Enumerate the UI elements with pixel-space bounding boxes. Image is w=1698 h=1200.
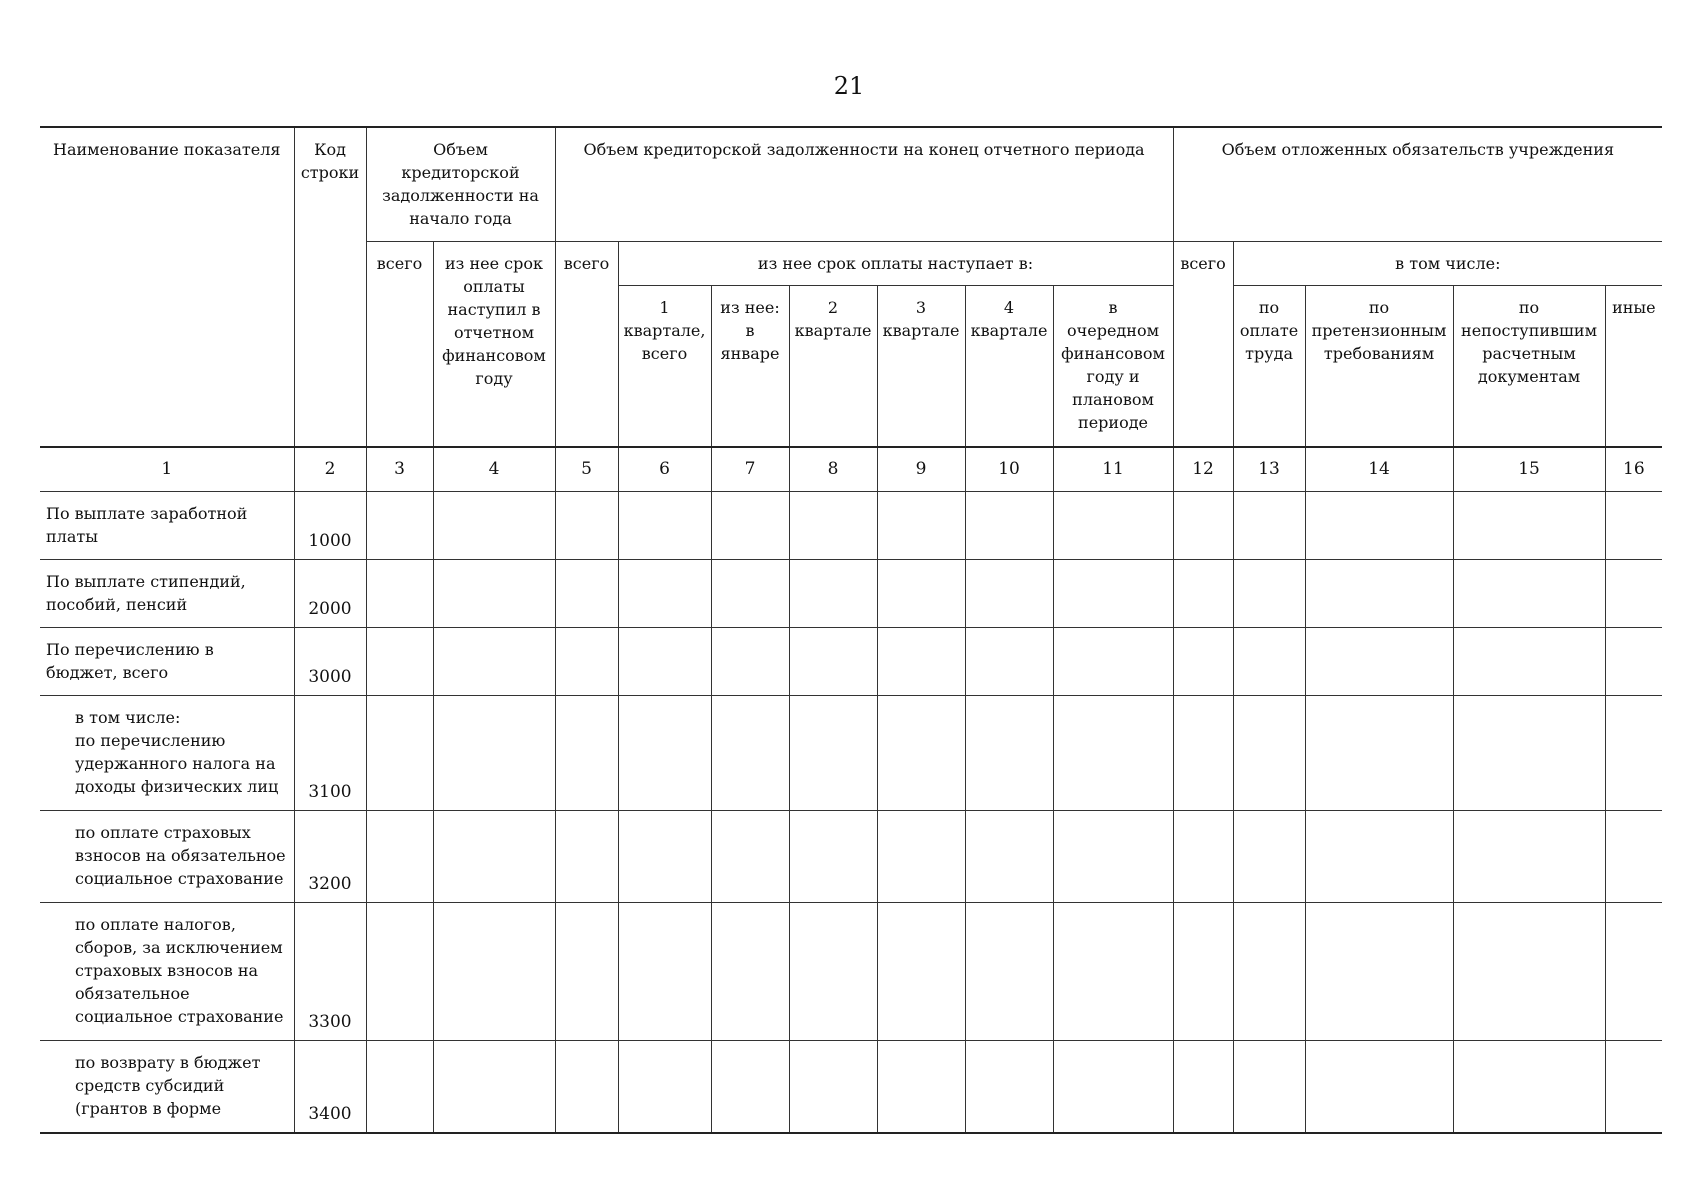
column-number: 12	[1173, 447, 1233, 492]
header-q1-january: из нее: в январе	[711, 285, 789, 447]
header-start-due: из нее срок оплаты наступил в отчетном финансовом году	[433, 241, 555, 447]
data-cell	[789, 811, 877, 903]
data-cell	[1173, 492, 1233, 560]
row-code: 3000	[294, 628, 366, 696]
column-numbers-row	[40, 447, 1662, 492]
data-cell	[1233, 811, 1305, 903]
data-cell	[1233, 1041, 1305, 1133]
header-q2: 2 квартале	[789, 285, 877, 447]
data-cell	[1233, 560, 1305, 628]
data-cell	[555, 1041, 618, 1133]
data-cell	[1173, 696, 1233, 811]
data-cell	[789, 492, 877, 560]
creditor-debt-table	[40, 126, 1662, 1134]
data-cell	[1453, 492, 1605, 560]
data-cell	[877, 628, 965, 696]
data-cell	[1453, 560, 1605, 628]
column-number: 6	[618, 447, 711, 492]
data-cell	[1053, 1041, 1173, 1133]
row-code: 3300	[294, 903, 366, 1041]
data-cell	[1305, 811, 1453, 903]
data-cell	[711, 696, 789, 811]
row-code: 2000	[294, 560, 366, 628]
row-code: 3400	[294, 1041, 366, 1133]
data-cell	[618, 1041, 711, 1133]
data-cell	[1305, 696, 1453, 811]
data-cell	[1605, 560, 1662, 628]
data-cell	[877, 903, 965, 1041]
data-cell	[711, 492, 789, 560]
column-number: 4	[433, 447, 555, 492]
header-row-code: Код строки	[294, 127, 366, 447]
data-cell	[1305, 903, 1453, 1041]
data-cell	[1173, 903, 1233, 1041]
header-labor: по оплате труда	[1233, 285, 1305, 447]
data-cell	[555, 811, 618, 903]
data-cell	[618, 903, 711, 1041]
data-cell	[965, 696, 1053, 811]
data-cell	[1233, 696, 1305, 811]
data-cell	[366, 811, 433, 903]
data-cell	[618, 628, 711, 696]
data-cell	[789, 628, 877, 696]
header-start-total: всего	[366, 241, 433, 447]
data-cell	[877, 560, 965, 628]
data-cell	[618, 560, 711, 628]
data-cell	[1605, 811, 1662, 903]
data-cell	[965, 1041, 1053, 1133]
header-other: иные	[1605, 285, 1662, 447]
data-cell	[1173, 560, 1233, 628]
row-code: 3200	[294, 811, 366, 903]
data-cell	[877, 696, 965, 811]
column-number: 2	[294, 447, 366, 492]
data-cell	[1173, 1041, 1233, 1133]
data-cell	[366, 628, 433, 696]
data-cell	[366, 492, 433, 560]
header-q1-total: 1 квартале, всего	[618, 285, 711, 447]
header-documents: по непоступившим расчетным документам	[1453, 285, 1605, 447]
data-cell	[1053, 696, 1173, 811]
table-row	[40, 696, 1662, 811]
data-cell	[1453, 628, 1605, 696]
data-cell	[433, 628, 555, 696]
header-deferred: Объем отложенных обязательств учреждения	[1173, 127, 1662, 241]
column-number: 1	[40, 447, 294, 492]
column-number: 14	[1305, 447, 1453, 492]
data-cell	[789, 1041, 877, 1133]
table-row	[40, 492, 1662, 560]
table-row	[40, 560, 1662, 628]
data-cell	[1453, 903, 1605, 1041]
data-cell	[877, 492, 965, 560]
data-cell	[618, 811, 711, 903]
data-cell	[618, 696, 711, 811]
header-q4: 4 квартале	[965, 285, 1053, 447]
data-cell	[1173, 628, 1233, 696]
data-cell	[1305, 560, 1453, 628]
column-number: 10	[965, 447, 1053, 492]
data-cell	[1453, 811, 1605, 903]
data-cell	[711, 811, 789, 903]
data-cell	[555, 560, 618, 628]
row-name: По выплате стипендий, пособий, пенсий	[40, 560, 294, 628]
column-number: 5	[555, 447, 618, 492]
data-cell	[789, 696, 877, 811]
data-cell	[366, 903, 433, 1041]
data-cell	[965, 903, 1053, 1041]
data-cell	[433, 811, 555, 903]
data-cell	[1233, 903, 1305, 1041]
data-cell	[1053, 628, 1173, 696]
row-name: по возврату в бюджет средств субсидий (грантов в форме	[40, 1041, 294, 1133]
data-cell	[1605, 1041, 1662, 1133]
column-number: 11	[1053, 447, 1173, 492]
data-cell	[1053, 560, 1173, 628]
row-code: 3100	[294, 696, 366, 811]
data-cell	[433, 696, 555, 811]
data-cell	[965, 628, 1053, 696]
data-cell	[1453, 696, 1605, 811]
header-row-1	[40, 127, 1662, 241]
data-cell	[711, 903, 789, 1041]
table-row	[40, 628, 1662, 696]
data-cell	[1453, 1041, 1605, 1133]
row-name: По перечислению в бюджет, всего	[40, 628, 294, 696]
data-cell	[711, 1041, 789, 1133]
header-end-total: всего	[555, 241, 618, 447]
row-code: 1000	[294, 492, 366, 560]
data-cell	[1605, 628, 1662, 696]
column-number: 7	[711, 447, 789, 492]
column-number: 13	[1233, 447, 1305, 492]
header-deferred-including: в том числе:	[1233, 241, 1662, 285]
data-cell	[1053, 811, 1173, 903]
header-end-due-group: из нее срок оплаты наступает в:	[618, 241, 1173, 285]
data-cell	[1605, 492, 1662, 560]
data-cell	[433, 1041, 555, 1133]
column-number: 15	[1453, 447, 1605, 492]
data-cell	[789, 560, 877, 628]
data-cell	[1053, 492, 1173, 560]
data-cell	[366, 1041, 433, 1133]
data-cell	[965, 492, 1053, 560]
header-start-volume: Объем кредиторской задолженности на начало года	[366, 127, 555, 241]
header-claims: по претензионным требованиям	[1305, 285, 1453, 447]
column-number: 3	[366, 447, 433, 492]
header-end-volume: Объем кредиторской задолженности на конец отчетного периода	[555, 127, 1173, 241]
data-cell	[711, 628, 789, 696]
data-cell	[1305, 628, 1453, 696]
column-number: 16	[1605, 447, 1662, 492]
data-cell	[711, 560, 789, 628]
data-cell	[1173, 811, 1233, 903]
header-next-year: в очередном финансовом году и плановом периоде	[1053, 285, 1173, 447]
data-cell	[877, 811, 965, 903]
row-name: по оплате налогов, сборов, за исключением страховых взносов на обязательное социальное страхование	[40, 903, 294, 1041]
data-cell	[1305, 492, 1453, 560]
data-cell	[1605, 903, 1662, 1041]
data-cell	[1053, 903, 1173, 1041]
row-name: по оплате страховых взносов на обязательное социальное страхование	[40, 811, 294, 903]
row-name: в том числе: по перечислению удержанного налога на доходы физических лиц	[40, 696, 294, 811]
data-cell	[965, 560, 1053, 628]
data-cell	[789, 903, 877, 1041]
data-cell	[555, 696, 618, 811]
data-cell	[618, 492, 711, 560]
table-row	[40, 903, 1662, 1041]
page-number: 21	[833, 72, 865, 100]
column-number: 8	[789, 447, 877, 492]
data-cell	[433, 560, 555, 628]
data-cell	[366, 560, 433, 628]
data-cell	[1233, 492, 1305, 560]
header-deferred-total: всего	[1173, 241, 1233, 447]
data-cell	[433, 903, 555, 1041]
table-row	[40, 1041, 1662, 1133]
data-cell	[877, 1041, 965, 1133]
data-cell	[1305, 1041, 1453, 1133]
row-name: По выплате заработной платы	[40, 492, 294, 560]
data-cell	[433, 492, 555, 560]
data-cell	[555, 903, 618, 1041]
data-cell	[1233, 628, 1305, 696]
data-cell	[555, 492, 618, 560]
data-cell	[366, 696, 433, 811]
data-cell	[1605, 696, 1662, 811]
header-q3: 3 квартале	[877, 285, 965, 447]
column-number: 9	[877, 447, 965, 492]
data-cell	[555, 628, 618, 696]
table-row	[40, 811, 1662, 903]
data-cell	[965, 811, 1053, 903]
header-indicator-name: Наименование показателя	[40, 127, 294, 447]
